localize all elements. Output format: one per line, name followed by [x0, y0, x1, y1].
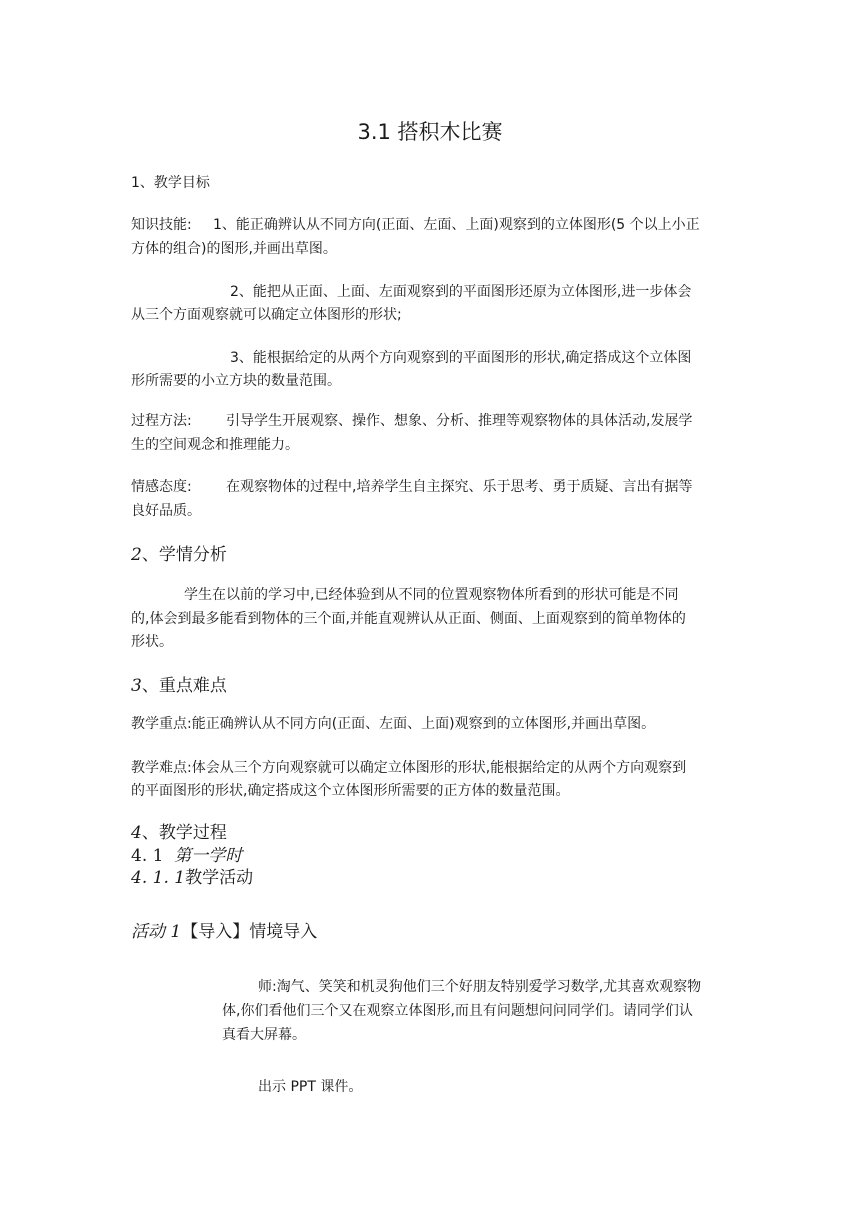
- knowledge-label: 知识技能:: [131, 217, 192, 233]
- section-2-title: 、学情分析: [141, 545, 227, 565]
- process-line-1: 引导学生开展观察、操作、想象、分析、推理等观察物体的具体活动,发展学: [226, 413, 693, 429]
- knowledge-item-3-line-2: 形所需要的小立方块的数量范围。: [131, 373, 341, 389]
- section-2-heading: [131, 540, 227, 565]
- teacher-line-2: 体,你们看他们三个又在观察立体图形,而且有问题想问问同学们。请同学们认: [222, 1003, 693, 1019]
- analysis-line-2: 的,体会到最多能看到物体的三个面,并能直观辨认从正面、侧面、上面观察到的简单物体的: [131, 611, 686, 627]
- subsection-4-1-1-number: 4. 1. 1: [131, 868, 186, 888]
- knowledge-item-3-line-1: 3、能根据给定的从两个方向观察到的平面图形的形状,确定搭成这个立体图: [230, 350, 692, 366]
- section-4-title: 、教学过程: [141, 823, 227, 843]
- section-3-heading: [131, 671, 227, 696]
- knowledge-item-2-line-2: 从三个方面观察就可以确定立体图形的形状;: [131, 307, 402, 323]
- section-4-number: 4: [131, 823, 142, 843]
- knowledge-item-1-line-2: 方体的组合)的图形,并画出草图。: [131, 241, 337, 257]
- activity-title: 【导入】情境导入: [181, 922, 318, 942]
- teacher-line-3: 真看大屏幕。: [222, 1027, 306, 1043]
- emotion-line-2: 良好品质。: [131, 503, 201, 519]
- subsection-4-1-1-title: 教学活动: [185, 868, 254, 888]
- emotion-line-1: 在观察物体的过程中,培养学生自主探究、乐于思考、勇于质疑、言出有据等: [226, 479, 693, 495]
- section-3-number: 3: [131, 676, 142, 696]
- subsection-4-1: [131, 844, 242, 868]
- knowledge-item-1-line-1: 1、能正确辨认从不同方向(正面、左面、上面)观察到的立体图形(5 个以上小正: [213, 217, 700, 233]
- ppt-note: 出示 PPT 课件。: [258, 1079, 363, 1095]
- knowledge-item-2-line-1: 2、能把从正面、上面、左面观察到的平面图形还原为立体图形,进一步体会: [230, 284, 692, 300]
- subsection-4-1-title: 第一学时: [174, 846, 243, 866]
- teacher-line-1: 师:淘气、笑笑和机灵狗他们三个好朋友特别爱学习数学,尤其喜欢观察物: [258, 979, 702, 995]
- section-3-title: 、重点难点: [141, 676, 227, 696]
- subsection-4-1-number: 4. 1: [131, 846, 164, 866]
- activity-label: 活动 1: [131, 922, 182, 942]
- activity-heading: [131, 920, 317, 944]
- emotion-label: 情感态度:: [131, 479, 192, 495]
- analysis-line-3: 形状。: [131, 634, 173, 650]
- difficulty-line-1: 教学难点:体会从三个方向观察就可以确定立体图形的形状,能根据给定的从两个方向观察到: [131, 760, 687, 776]
- section-2-number: 2: [131, 545, 142, 565]
- subsection-4-1-1: [131, 866, 253, 890]
- process-line-2: 生的空间观念和推理能力。: [131, 437, 299, 453]
- section-1-heading: 1、教学目标: [131, 175, 210, 191]
- section-4-heading: [131, 821, 227, 845]
- key-point: 教学重点:能正确辨认从不同方向(正面、左面、上面)观察到的立体图形,并画出草图。: [131, 716, 656, 732]
- difficulty-line-2: 的平面图形的形状,确定搭成这个立体图形所需要的正方体的数量范围。: [131, 783, 570, 799]
- document-title: 3.1 搭积木比赛: [357, 120, 503, 144]
- analysis-line-1: 学生在以前的学习中,已经体验到从不同的位置观察物体所看到的形状可能是不同: [184, 587, 679, 603]
- process-label: 过程方法:: [131, 413, 192, 429]
